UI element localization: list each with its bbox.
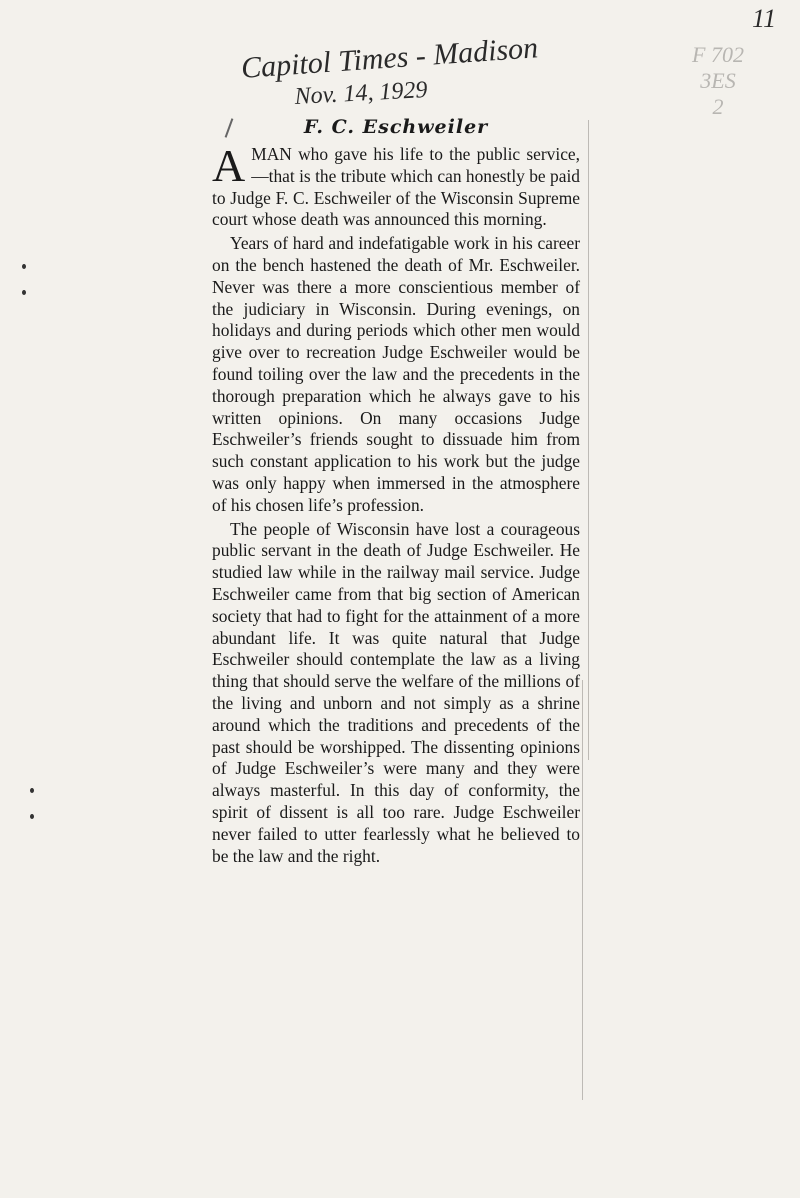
article-paragraph: Years of hard and indefatigable work in his career on the bench hastened the death of Mr. Eschweiler. Never was there a more conscientious member of the judiciary in Wisconsin. During evenings, on holidays and during periods which other men would give over to recreation Judge Eschweiler would be found toiling over the law and the precedents in the thorough preparation which he always gave to his written opinions. On many occasions Judge Eschweiler’s friends sought to dissuade him from such constant application to his work but the judge was only happy when immersed in the atmosphere of his chosen life’s profession. [212, 233, 580, 515]
margin-dot [30, 814, 34, 819]
margin-dot [22, 290, 26, 295]
handwritten-date-note: Nov. 14, 1929 [294, 77, 429, 110]
column-rule [582, 680, 583, 1100]
archive-note-line: F 702 [692, 42, 744, 67]
page-number: 11 [752, 4, 777, 33]
archive-note-line: 2 [712, 94, 724, 119]
column-rule [588, 120, 589, 760]
newspaper-clipping [212, 116, 580, 869]
article-paragraph [212, 140, 580, 231]
margin-dot [30, 788, 34, 793]
article-headline: F. C. Eschweiler [303, 116, 489, 138]
article-paragraph: The people of Wisconsin have lost a courageous public servant in the death of Judge Eschweiler. He studied law while in the railway mail service. Judge Eschweiler came from that big section of American society that had to fight for the attainment of a more abundant life. It was quite natural that Judge Eschweiler should contemplate the law as a living thing that should serve the welfare of the millions of the living and unborn and not simply as a shrine around which the traditions and precedents of the past should be worshipped. The dissenting opinions of Judge Eschweiler’s were many and they were always masterful. In this day of conformity, the spirit of dissent is all too rare. Judge Eschweiler never failed to utter fearlessly what he believed to be the law and the right. [212, 518, 580, 866]
paragraph-text: MAN who gave his life to the public service,—that is the tribute which can honestly be paid to Judge F. C. Eschweiler of the Wisconsin Supreme court whose death was announced this morning. [212, 144, 580, 230]
drop-cap: A [212, 140, 246, 191]
archive-note-line: 3ES [700, 68, 736, 93]
archive-pencil-note [668, 42, 768, 120]
margin-dot [22, 264, 26, 269]
handwritten-source-note: Capitol Times - Madison [240, 31, 540, 85]
